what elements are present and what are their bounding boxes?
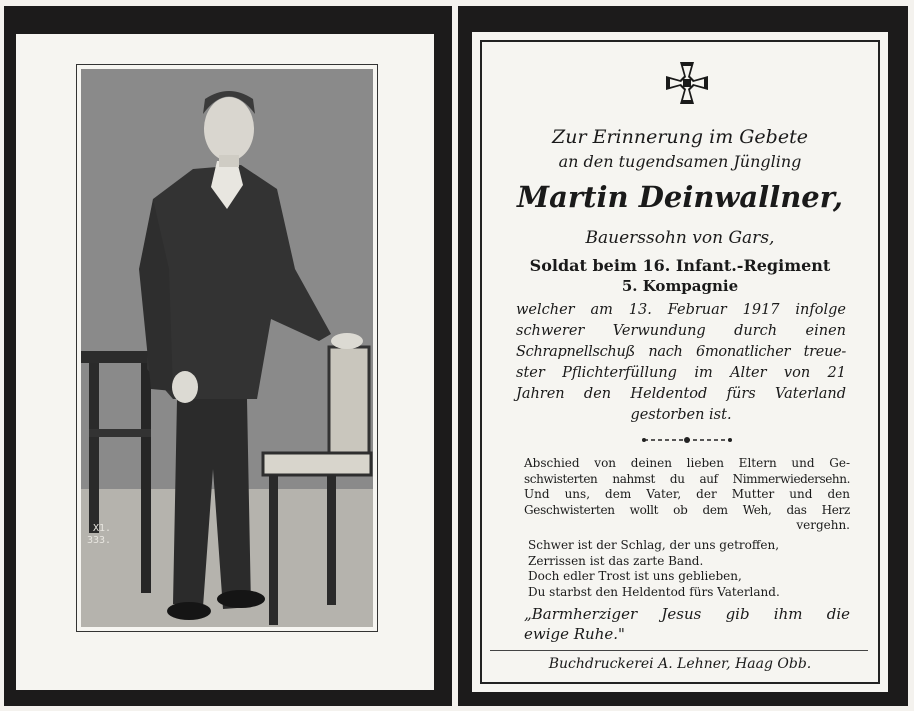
memorial-text-card (458, 6, 908, 706)
poem-line: vergehn. (796, 518, 850, 532)
photo-card-paper (16, 34, 434, 690)
chair-seat (263, 453, 371, 475)
prayer-line: ewige Ruhe." (524, 625, 625, 643)
poem-stanza-1 (524, 456, 850, 534)
printer-rule (490, 650, 868, 651)
deceased-name: Martin Deinwallner, (516, 180, 844, 214)
photo-card (4, 6, 452, 706)
photo-frame (76, 64, 378, 632)
biography-line: welcher am 13. Februar 1917 infolge (516, 302, 846, 318)
poem-line: Schwer ist der Schlag, der uns getroffen, (528, 538, 780, 552)
biography-line: ster Pflichterfüllung im Alter von 21 (516, 365, 846, 381)
memorial-card-paper (472, 32, 888, 692)
text-border-frame (480, 40, 880, 684)
photo-mark-line-2: 333. (87, 535, 112, 546)
poem-line: Und uns, dem Vater, der Mutter und den (524, 487, 850, 501)
poem-line: Doch edler Trost ist uns geblieben, (528, 569, 742, 583)
biography-line: Jahren den Heldentod fürs Vaterland (516, 386, 846, 402)
poem-line: Du starbst den Heldentod fürs Vaterland. (528, 584, 780, 599)
printer-credit: Buchdruckerei A. Lehner, Haag Obb. (548, 656, 812, 672)
chair-back (329, 347, 369, 457)
biography-line: gestorben ist. (630, 407, 732, 423)
poem-stanza-2 (528, 538, 848, 600)
portrait-illustration (81, 69, 373, 627)
prayer-line: „Barmherziger Jesus gib ihm die (524, 605, 850, 623)
biography-line: Schrapnellschuß nach 6monatlicher treue- (516, 344, 846, 360)
poem-line: Geschwisterten wollt ob dem Weh, das Herz (524, 502, 850, 517)
prayer-text (524, 604, 850, 644)
photo-mark-line-1: X1. (93, 523, 112, 534)
poem-line: Abschied von deinen lieben Eltern und Ge- (524, 456, 850, 470)
ornament-divider (642, 434, 732, 446)
poem-line: Zerrissen ist das zarte Band. (528, 553, 704, 568)
header-line-2: an den tugendsamen Jüngling (558, 152, 802, 171)
header-line-1: Zur Erinnerung im Gebete (552, 126, 808, 148)
biography-paragraph (516, 300, 846, 426)
regiment-line: Soldat beim 16. Infant.-Regiment (529, 256, 831, 275)
company-line: 5. Kompagnie (621, 277, 739, 295)
origin-line: Bauerssohn von Gars, (585, 228, 775, 248)
poem-line: schwisterten nahmst du auf Nimmerwiedersehn. (524, 471, 850, 486)
photo-corner-mark (87, 523, 111, 547)
iron-cross-icon (664, 60, 710, 106)
biography-line: schwerer Verwundung durch einen (516, 323, 846, 339)
soldier-portrait-photo (81, 69, 373, 627)
